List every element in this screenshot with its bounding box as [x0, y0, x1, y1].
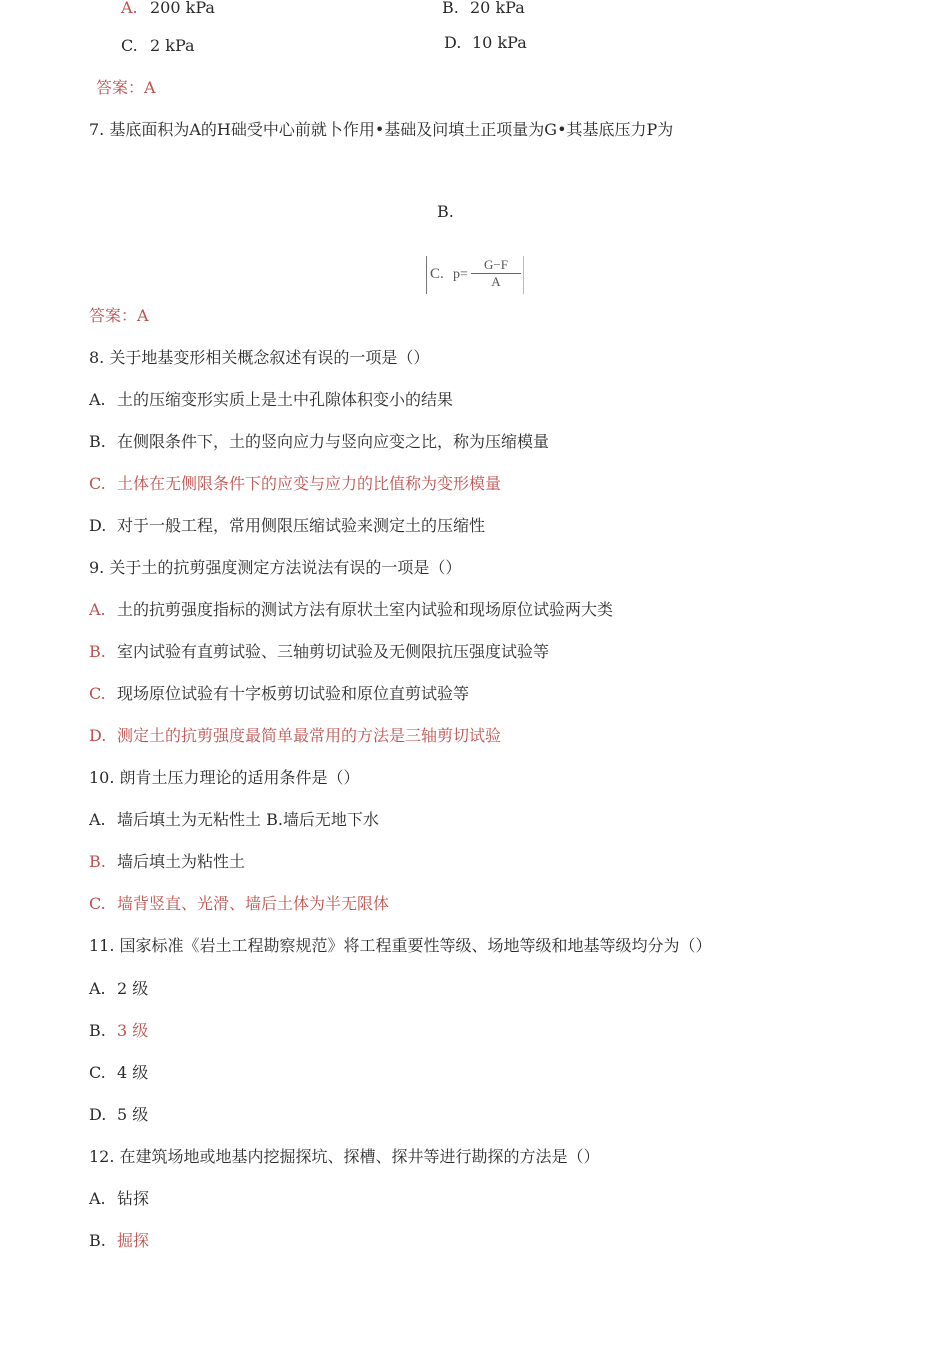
- q6-answer: 答案：A: [96, 78, 156, 97]
- q10-option-a-letter: A.: [89, 810, 106, 829]
- q8-option-c-letter: C.: [89, 474, 106, 493]
- q12-option-b-letter: B.: [89, 1231, 106, 1250]
- q6-option-a-text: 200 kPa: [150, 0, 215, 17]
- q7-stem: 7. 基底面积为A的H础受中心前就卜作用•基础及问填土正项量为G•其基底压力P为: [89, 120, 674, 139]
- q11-option-a-text: 2 级: [117, 979, 149, 998]
- q12-option-a-text: 钻探: [117, 1189, 150, 1208]
- q9-option-d-letter: D.: [89, 726, 107, 745]
- q10-option-b-text: 墙后填土为粘性土: [117, 852, 246, 871]
- q9-option-a-text: 土的抗剪强度指标的测试方法有原状土室内试验和现场原位试验两大类: [117, 600, 614, 619]
- q8-option-b-text: 在侧限条件下，土的竖向应力与竖向应变之比，称为压缩模量: [117, 432, 550, 451]
- q11-option-c-text: 4 级: [117, 1063, 149, 1082]
- q6-option-c-letter: C.: [121, 36, 138, 55]
- q8-option-c-text: 土体在无侧限条件下的应变与应力的比值称为变形模量: [117, 474, 502, 493]
- q10-stem: 10. 朗肯土压力理论的适用条件是（）: [89, 768, 360, 787]
- q7-answer: 答案：A: [89, 306, 149, 325]
- q9-option-d-text: 测定土的抗剪强度最简单最常用的方法是三轴剪切试验: [117, 726, 502, 745]
- formula-denominator: A: [491, 274, 501, 289]
- q8-option-d-text: 对于一般工程，常用侧限压缩试验来测定土的压缩性: [117, 516, 486, 535]
- q11-option-a-letter: A.: [89, 979, 106, 998]
- q9-option-b-text: 室内试验有直剪试验、三轴剪切试验及无侧限抗压强度试验等: [117, 642, 550, 661]
- q6-option-b-text: 20 kPa: [470, 0, 525, 17]
- q12-option-b-text: 掘探: [117, 1231, 150, 1250]
- q10-option-b-letter: B.: [89, 852, 106, 871]
- q10-option-c-text: 墙背竖直、光滑、墙后土体为半无限体: [117, 894, 390, 913]
- q7-option-b: B.: [437, 202, 454, 221]
- q9-option-a-letter: A.: [89, 600, 106, 619]
- q6-option-b-letter: B.: [442, 0, 459, 17]
- q6-option-a-letter: A.: [121, 0, 138, 17]
- q11-option-d-text: 5 级: [117, 1105, 149, 1124]
- q9-option-b-letter: B.: [89, 642, 106, 661]
- q6-option-d-letter: D.: [444, 33, 462, 52]
- q6-option-d-text: 10 kPa: [472, 33, 527, 52]
- q8-option-a-letter: A.: [89, 390, 106, 409]
- formula-fraction: [471, 257, 521, 290]
- q10-option-a-text: 墙后填土为无粘性土 B.墙后无地下水: [117, 810, 379, 829]
- q11-stem: 11. 国家标准《岩土工程勘察规范》将工程重要性等级、场地等级和地基等级均分为（）: [89, 936, 712, 955]
- formula-numerator: G−F: [471, 257, 521, 274]
- q8-option-b-letter: B.: [89, 432, 106, 451]
- q8-option-a-text: 土的压缩变形实质上是土中孔隙体积变小的结果: [117, 390, 454, 409]
- q9-option-c-letter: C.: [89, 684, 106, 703]
- q9-stem: 9. 关于土的抗剪强度测定方法说法有误的一项是（）: [89, 558, 462, 577]
- q8-stem: 8. 关于地基变形相关概念叙述有误的一项是（）: [89, 348, 430, 367]
- q9-option-c-text: 现场原位试验有十字板剪切试验和原位直剪试验等: [117, 684, 470, 703]
- q7-option-c-formula: [426, 256, 524, 294]
- q11-option-b-text: 3 级: [117, 1021, 149, 1040]
- q11-option-c-letter: C.: [89, 1063, 106, 1082]
- q12-option-a-letter: A.: [89, 1189, 106, 1208]
- q11-option-b-letter: B.: [89, 1021, 106, 1040]
- q11-option-d-letter: D.: [89, 1105, 107, 1124]
- formula-lhs: p=: [453, 267, 468, 282]
- q6-option-c-text: 2 kPa: [150, 36, 195, 55]
- q12-stem: 12. 在建筑场地或地基内挖掘探坑、探槽、探井等进行勘探的方法是（）: [89, 1147, 600, 1166]
- formula-label: C.: [430, 266, 444, 282]
- q10-option-c-letter: C.: [89, 894, 106, 913]
- q8-option-d-letter: D.: [89, 516, 107, 535]
